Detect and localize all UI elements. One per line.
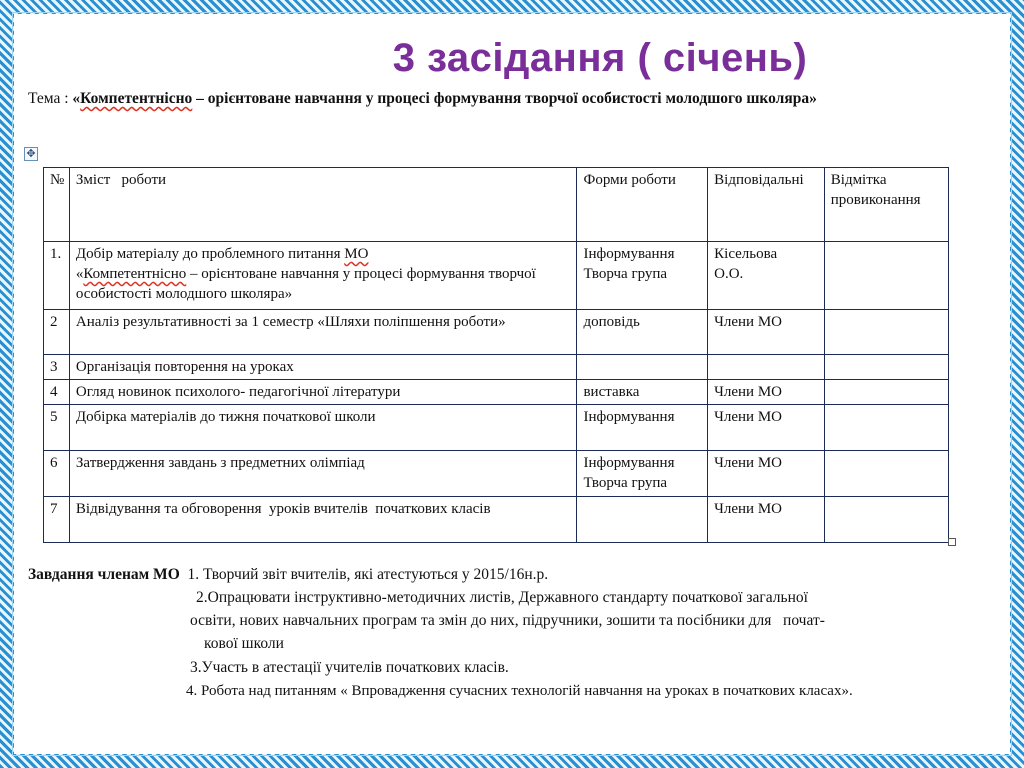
row-number: 4 bbox=[44, 380, 70, 405]
table-row bbox=[44, 355, 949, 380]
row-mark bbox=[824, 405, 948, 451]
table-row bbox=[44, 497, 949, 543]
row-content: Добірка матеріалів до тижня початкової школи bbox=[69, 405, 577, 451]
page-title: 3 засідання ( січень) bbox=[392, 36, 808, 80]
row-forms: виставка bbox=[577, 380, 708, 405]
row-responsible: Члени МО bbox=[708, 310, 825, 355]
row-number: 1. bbox=[44, 242, 70, 310]
topic-line bbox=[28, 90, 1008, 108]
task-item-4: 4. Робота над питанням « Впровадження сучасних технологій навчання на уроках в початкових класах». bbox=[186, 683, 853, 699]
header-content: Зміст роботи bbox=[69, 168, 577, 242]
row-mark bbox=[824, 355, 948, 380]
table-row bbox=[44, 310, 949, 355]
row-content bbox=[69, 242, 577, 310]
work-plan-table bbox=[43, 167, 949, 543]
row-responsible: Кісельова О.О. bbox=[708, 242, 825, 310]
row-content: Відвідування та обговорення уроків вчителів початкових класів bbox=[69, 497, 577, 543]
table-resize-handle[interactable] bbox=[948, 538, 956, 546]
row-forms: Інформування bbox=[577, 405, 708, 451]
row-content: Затвердження завдань з предметних олімпіад bbox=[69, 451, 577, 497]
table-row bbox=[44, 242, 949, 310]
header-number: № bbox=[44, 168, 70, 242]
row-mark bbox=[824, 242, 948, 310]
row-responsible: Члени МО bbox=[708, 497, 825, 543]
tasks-heading: Завдання членам МО bbox=[28, 566, 180, 583]
row-forms bbox=[577, 497, 708, 543]
row-content: Аналіз результативності за 1 семестр «Шляхи поліпшення роботи» bbox=[69, 310, 577, 355]
topic-label: Тема : bbox=[28, 90, 69, 107]
row-responsible: Члени МО bbox=[708, 405, 825, 451]
row-forms: Інформування Творча група bbox=[577, 242, 708, 310]
header-mark: Відмітка провиконання bbox=[824, 168, 948, 242]
topic-open: « bbox=[68, 90, 81, 107]
table-move-handle-icon[interactable]: ✥ bbox=[24, 147, 38, 161]
row-number: 2 bbox=[44, 310, 70, 355]
row-responsible: Члени МО bbox=[708, 380, 825, 405]
header-forms: Форми роботи bbox=[577, 168, 708, 242]
table-row bbox=[44, 405, 949, 451]
row-number: 3 bbox=[44, 355, 70, 380]
task-item-1: 1. Творчий звіт вчителів, які атестуються у 2015/16н.р. bbox=[179, 566, 549, 583]
table-row bbox=[44, 380, 949, 405]
row-content-part: Компетентнісно bbox=[83, 266, 187, 282]
row-content-part: « bbox=[75, 266, 84, 282]
row-content: Огляд новинок психолого- педагогічної літератури bbox=[69, 380, 577, 405]
tasks-line-1 bbox=[28, 566, 548, 584]
task-item-3: 3.Участь в атестації учителів початкових класів. bbox=[190, 659, 509, 676]
row-forms bbox=[577, 355, 708, 380]
row-number: 5 bbox=[44, 405, 70, 451]
row-responsible: Члени МО bbox=[708, 451, 825, 497]
row-content-part: МО bbox=[344, 246, 369, 262]
task-item-2-line-2: освіти, нових навчальних програм та змін до них, підручники, зошити та посібники для почат- bbox=[190, 612, 825, 629]
topic-keyword: Компетентнісно bbox=[80, 90, 193, 107]
row-number: 7 bbox=[44, 497, 70, 543]
row-content: Організація повторення на уроках bbox=[69, 355, 577, 380]
row-forms: доповідь bbox=[577, 310, 708, 355]
row-mark bbox=[824, 451, 948, 497]
topic-rest: – орієнтоване навчання у процесі формування творчої особистості молодшого школяра» bbox=[192, 90, 817, 107]
row-mark bbox=[824, 497, 948, 543]
table-header-row bbox=[44, 168, 949, 242]
task-item-2-line-3: кової школи bbox=[204, 635, 284, 652]
row-mark bbox=[824, 310, 948, 355]
row-content-part: – орієнтоване навчання у процесі формування творчої особистості молодшого школяра» bbox=[75, 266, 540, 302]
row-forms: Інформування Творча група bbox=[577, 451, 708, 497]
task-item-2-line-1: 2.Опрацювати інструктивно-методичних листів, Державного стандарту початкової загальної bbox=[196, 589, 808, 606]
table-row bbox=[44, 451, 949, 497]
row-mark bbox=[824, 380, 948, 405]
row-number: 6 bbox=[44, 451, 70, 497]
header-responsible: Відповідальні bbox=[708, 168, 825, 242]
row-content-part: Добір матеріалу до проблемного питання bbox=[75, 246, 345, 262]
row-responsible bbox=[708, 355, 825, 380]
